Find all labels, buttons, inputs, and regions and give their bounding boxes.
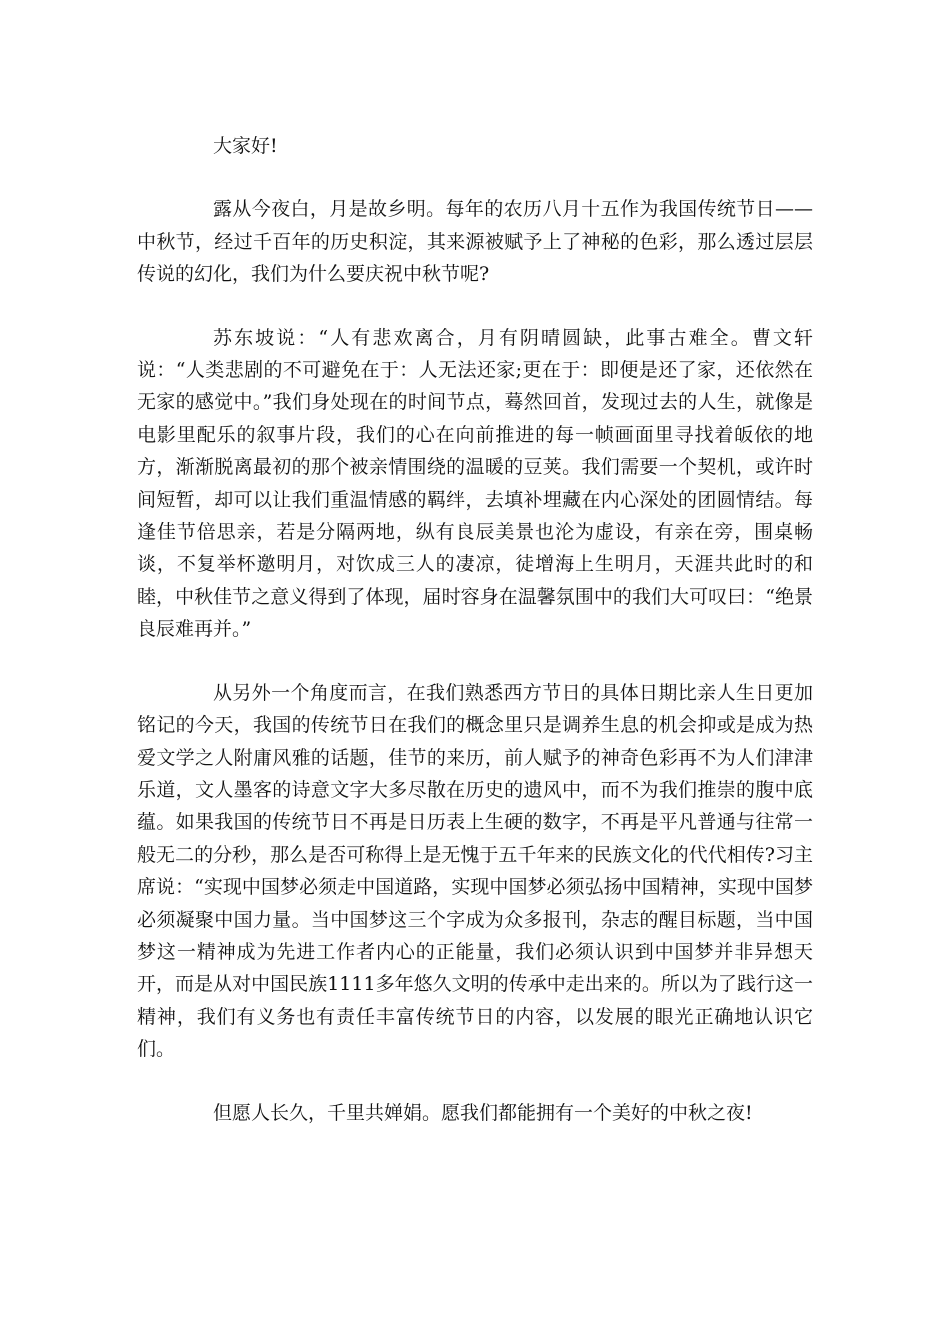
paragraph-tradition: 从另外一个角度而言，在我们熟悉西方节日的具体日期比亲人生日更加铭记的今天，我国的传统节日在我们的概念里只是调养生息的机会抑或是成为热爱文学之人附庸风雅的话题，佳节的来历，前人赋予的神奇色彩再不为人们津津乐道，文人墨客的诗意文字大多尽散在历史的遗风中，而不为我们推崇的腹中底蕴。如果我国的传统节日不再是日历表上生硬的数字，不再是平凡普通与往常一般无二的分秒，那么是否可称得上是无愧于五千年来的民族文化的代代相传?习主席说：“实现中国梦必须走中国道路，实现中国梦必须弘扬中国精神，实现中国梦必须凝聚中国力量。当中国梦这三个字成为众多报刊，杂志的醒目标题，当中国梦这一精神成为先进工作者内心的正能量，我们必须认识到中国梦并非异想天开，而是从对中国民族1111多年悠久文明的传承中走出来的。所以为了践行这一精神，我们有义务也有责任丰富传统节日的内容，以发展的眼光正确地认识它们。 — [137, 681, 813, 1061]
paragraph-quotes: 苏东坡说：“人有悲欢离合，月有阴晴圆缺，此事古难全。曹文轩说：“人类悲剧的不可避免在于：人无法还家;更在于：即便是还了家，还依然在无家的感觉中。”我们身处现在的时间节点，蓦然回首，发现过去的人生，就像是电影里配乐的叙事片段，我们的心在向前推进的每一帧画面里寻找着皈依的地方，渐渐脱离最初的那个被亲情围绕的温暖的豆荚。我们需要一个契机，或许时间短暂，却可以让我们重温情感的羁绊，去填补埋藏在内心深处的团圆情结。每逢佳节倍思亲，若是分隔两地，纵有良辰美景也沦为虚设，有亲在旁，围桌畅谈，不复举杯邀明月，对饮成三人的凄凉，徒增海上生明月，天涯共此时的和睦，中秋佳节之意义得到了体现，届时容身在温馨氛围中的我们大可叹曰：“绝景良辰难再并。” — [137, 326, 813, 641]
paragraph-greeting: 大家好! — [213, 135, 278, 157]
paragraph-closing: 但愿人长久，千里共婵娟。愿我们都能拥有一个美好的中秋之夜! — [213, 1101, 753, 1124]
speech-body — [137, 130, 813, 1160]
paragraph-intro: 露从今夜白，月是故乡明。每年的农历八月十五作为我国传统节日——中秋节，经过千百年的历史积淀，其来源被赋予上了神秘的色彩，那么透过层层传说的幻化，我们为什么要庆祝中秋节呢? — [137, 198, 813, 286]
